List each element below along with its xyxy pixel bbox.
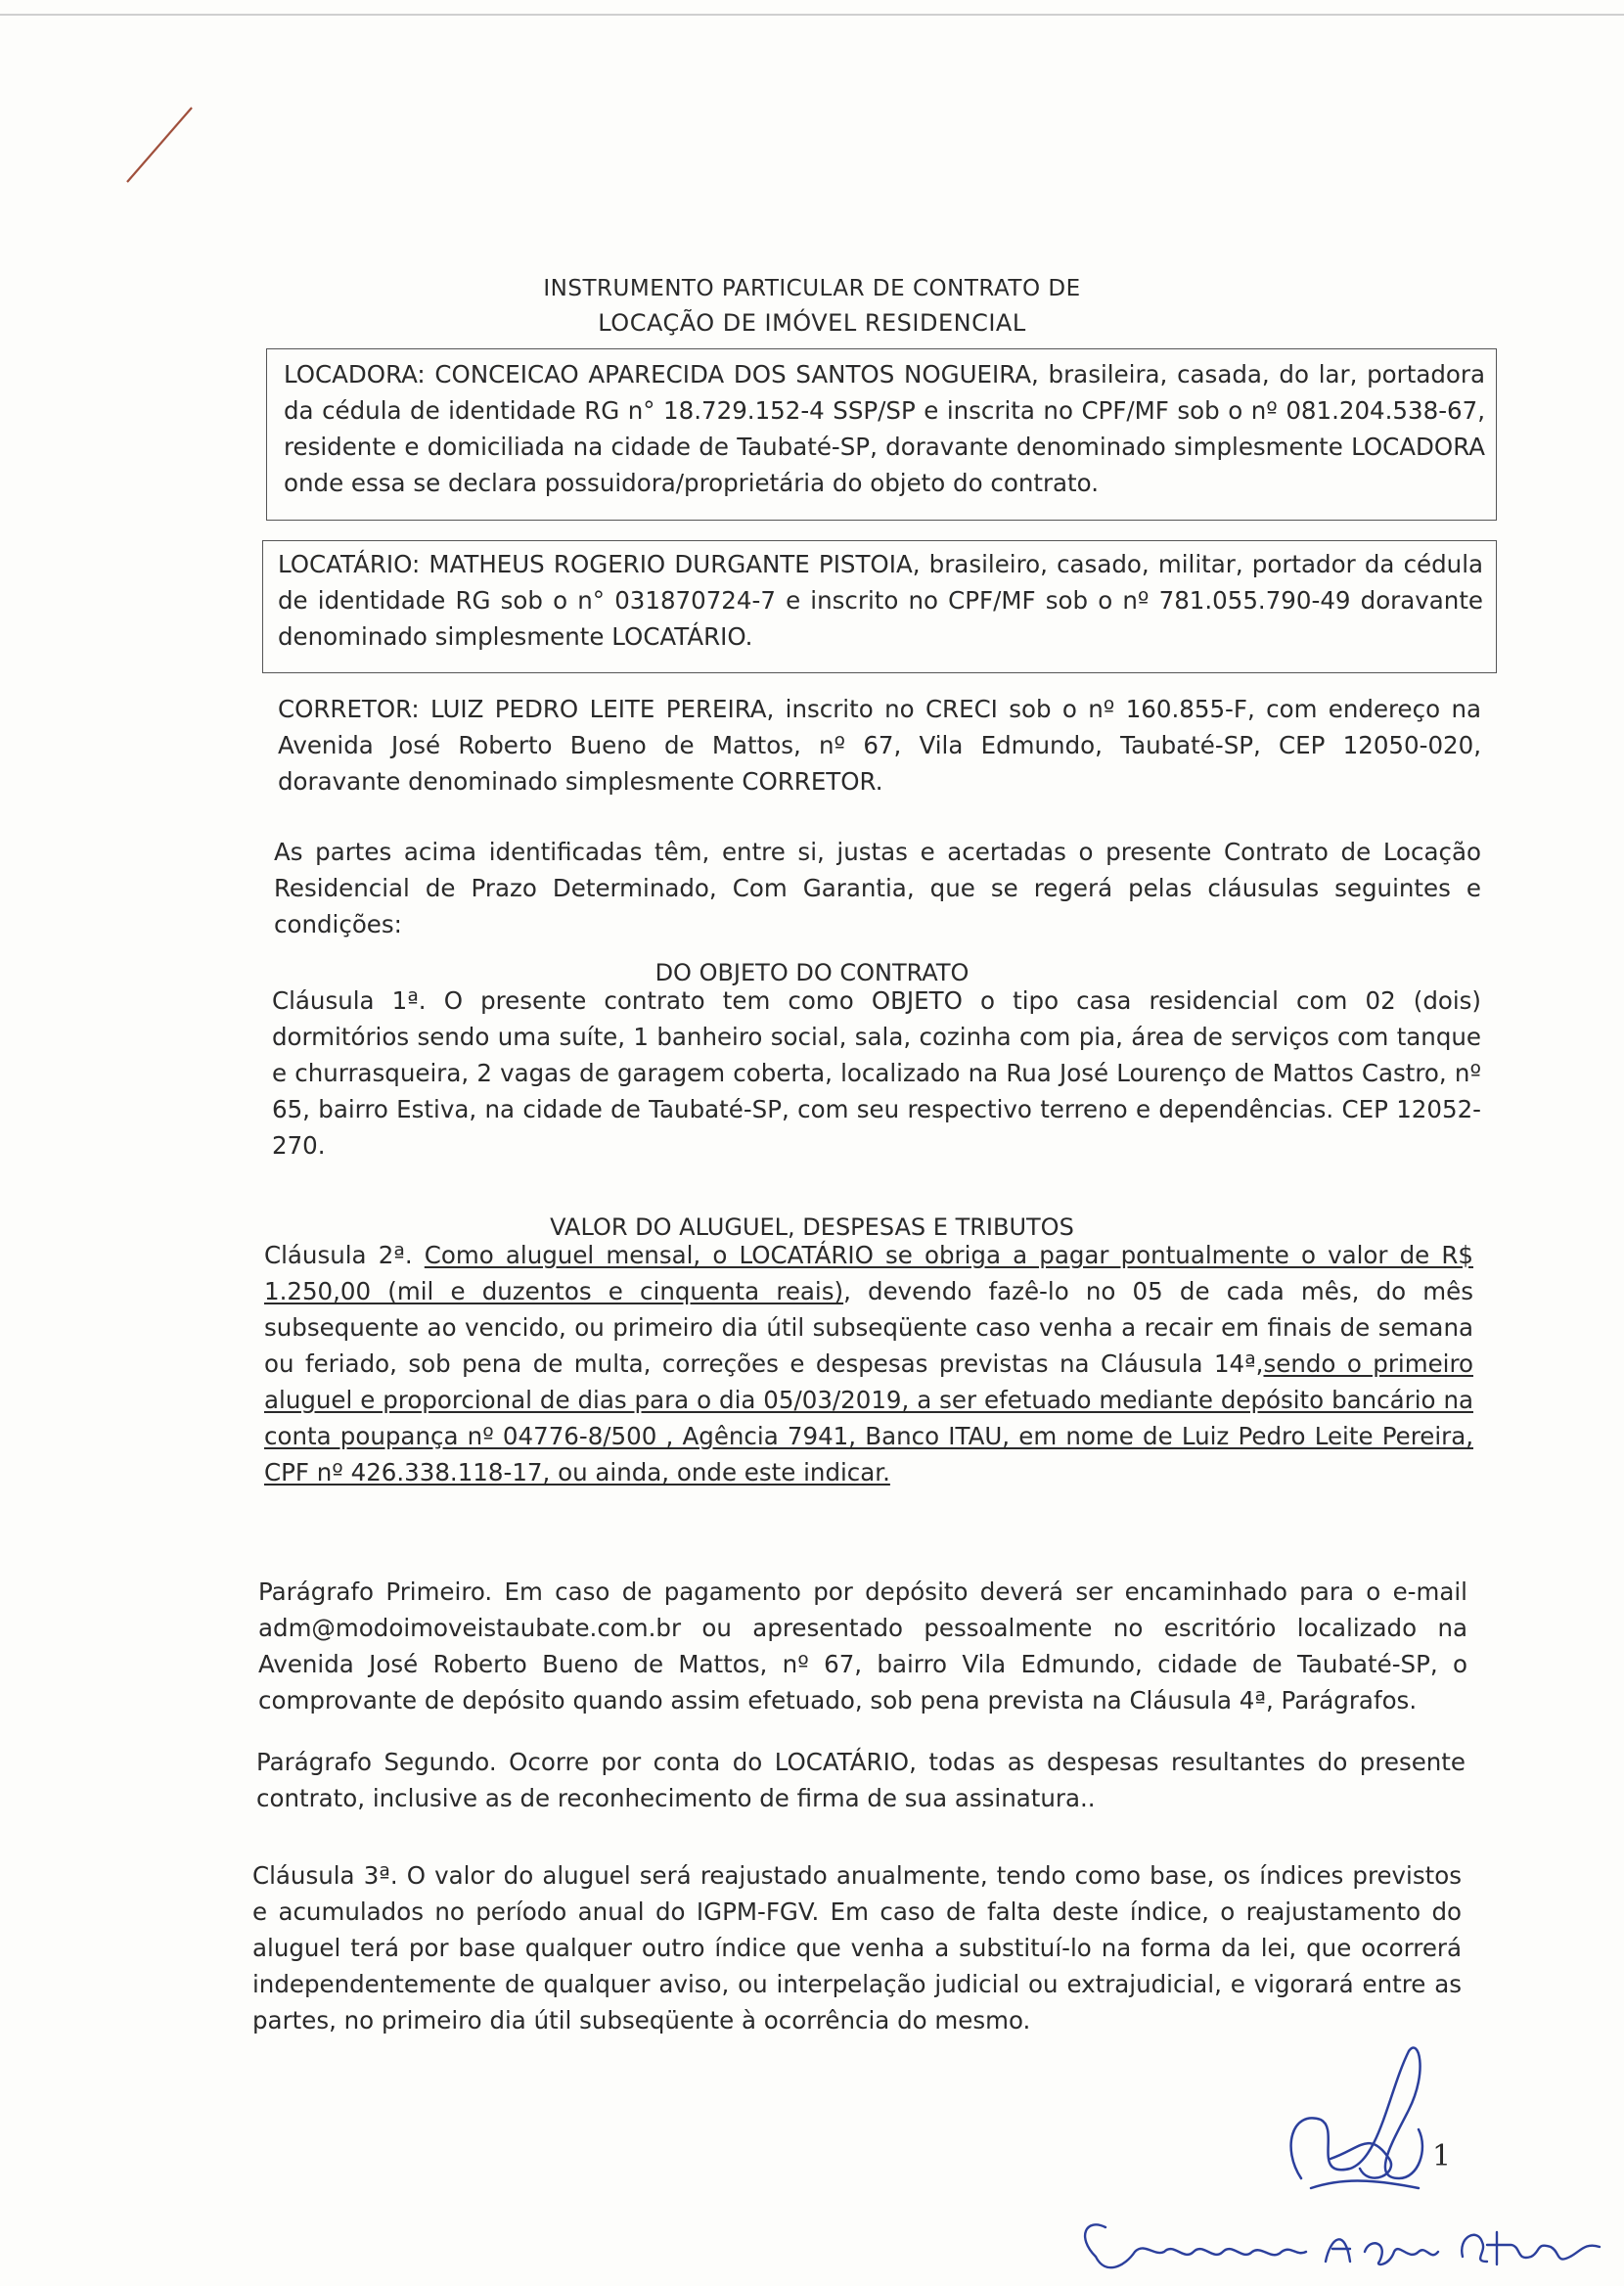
page-number: 1 (1432, 2139, 1452, 2173)
locatario-label: LOCATÁRIO: MATHEUS ROGERIO DURGANTE PISTOIA (278, 550, 913, 578)
clausula-1-label: Cláusula 1ª. (272, 986, 427, 1015)
locatario-term: LOCATÁRIO (611, 622, 745, 651)
locadora-term: LOCADORA (1351, 433, 1485, 461)
corretor-paragraph: CORRETOR: LUIZ PEDRO LEITE PEREIRA, inscrito no CRECI sob o nº 160.855-F, com endereço na Avenida José Roberto Bueno de Mattos, nº 67, Vila Edmundo, Taubaté-SP, CEP 12050-020, doravante denominado simplesmente CORRETOR. (278, 695, 1481, 796)
initials-signature (1272, 2032, 1458, 2208)
paragrafo-primeiro-label: Parágrafo Primeiro. (258, 1577, 493, 1606)
valor-heading: VALOR DO ALUGUEL, DESPESAS E TRIBUTOS (550, 1213, 1074, 1241)
page-top-edge (0, 14, 1624, 16)
rent-value-underlined: Como aluguel mensal, o LOCATÁRIO se obriga a pagar pontualmente o valor de R$ 1.250,00 (mil e duzentos e cinquenta reais) (264, 1241, 1473, 1305)
paragrafo-primeiro: Parágrafo Primeiro. Em caso de pagamento por depósito deverá ser encaminhado para o e-mail adm@modoimoveistaubate.com.br ou apresentado pessoalmente no escritório localizado na Avenida José Roberto Bueno de Mattos, nº 67, bairro Vila Edmundo, cidade de Taubaté-SP, o comprovante de depósito quando assim efetuado, sob pena prevista na Cláusula 4ª, Parágrafos. (258, 1577, 1467, 1714)
document-title-line-1: INSTRUMENTO PARTICULAR DE CONTRATO DE (543, 276, 1081, 301)
locadora-paragraph: LOCADORA: CONCEICAO APARECIDA DOS SANTOS NOGUEIRA, brasileira, casada, do lar, portadora da cédula de identidade RG n° 18.729.152-4 SSP/SP e inscrita no CPF/MF sob o nº 081.204.538-67, residente e domiciliada na cidade de Taubaté-SP, doravante denominado simplesmente LOCADORA onde essa se declara possuidora/proprietária do objeto do contrato. (284, 360, 1485, 497)
clausula-3-paragraph: Cláusula 3ª. O valor do aluguel será reajustado anualmente, tendo como base, os índices previstos e acumulados no período anual do IGPM-FGV. Em caso de falta deste índice, o reajustamento do aluguel terá por base qualquer outro índice que venha a substituí-lo na forma da lei, que ocorrerá independentemente de qualquer aviso, ou interpelação judicial ou extrajudicial, e vigorará entre as partes, no primeiro dia útil subseqüente à ocorrência do mesmo. (252, 1861, 1462, 2035)
clausula-2-paragraph: Cláusula 2ª. Como aluguel mensal, o LOCATÁRIO se obriga a pagar pontualmente o valor de R$ 1.250,00 (mil e duzentos e cinquenta reais), devendo fazê-lo no 05 de cada mês, do mês subsequente ao vencido, ou primeiro dia útil subseqüente caso venha a recair em finais de semana ou feriado, sob pena de multa, correções e despesas previstas na Cláusula 14ª,sendo o primeiro aluguel e proporcional de dias para o dia 05/03/2019, a ser efetuado mediante depósito bancário na conta poupança nº 04776-8/500 , Agência 7941, Banco ITAU, em nome de Luiz Pedro Leite Pereira, CPF nº 426.338.118-17, ou ainda, onde este indicar. (264, 1241, 1473, 1486)
locadora-label: LOCADORA: CONCEICAO APARECIDA DOS SANTOS NOGUEIRA (284, 360, 1032, 389)
intro-paragraph: As partes acima identificadas têm, entre si, justas e acertadas o presente Contrato de Locação Residencial de Prazo Determinado, Com Garantia, que se regerá pelas cláusulas seguintes e condições: (274, 838, 1481, 938)
pen-mark (121, 106, 200, 184)
property-address: Rua José Lourenço de Mattos Castro, nº 65, bairro Estiva, na cidade de Taubaté-SP (272, 1059, 1481, 1123)
handwritten-signature (1066, 2208, 1614, 2286)
corretor-label: CORRETOR: LUIZ PEDRO LEITE PEREIRA (278, 695, 767, 723)
payment-details-underlined: sendo o primeiro aluguel e proporcional de dias para o dia 05/03/2019, a ser efetuado mediante depósito bancário na conta poupança nº 04776-8/500 , Agência 7941, Banco ITAU, em nome de Luiz Pedro Leite Pereira, CPF nº 426.338.118-17, ou ainda, onde este indicar. (264, 1349, 1473, 1486)
locatario-paragraph: LOCATÁRIO: MATHEUS ROGERIO DURGANTE PISTOIA, brasileiro, casado, militar, portador da cédula de identidade RG sob o n° 031870724-7 e inscrito no CPF/MF sob o nº 781.055.790-49 doravante denominado simplesmente LOCATÁRIO. (278, 550, 1484, 651)
corretor-term: CORRETOR (742, 767, 876, 796)
due-day: 05 (1132, 1277, 1163, 1305)
objeto-heading: DO OBJETO DO CONTRATO (654, 959, 970, 986)
document-title-line-2: LOCAÇÃO DE IMÓVEL RESIDENCIAL (598, 309, 1026, 337)
paragrafo-segundo-label: Parágrafo Segundo. (256, 1748, 497, 1776)
paragrafo-segundo: Parágrafo Segundo. Ocorre por conta do LOCATÁRIO, todas as despesas resultantes do presente contrato, inclusive as de reconhecimento de firma de sua assinatura.. (256, 1748, 1466, 1812)
clausula-1-paragraph: Cláusula 1ª. O presente contrato tem como OBJETO o tipo casa residencial com 02 (dois) dormitórios sendo uma suíte, 1 banheiro social, sala, cozinha com pia, área de serviços com tanque e churrasqueira, 2 vagas de garagem coberta, localizado na Rua José Lourenço de Mattos Castro, nº 65, bairro Estiva, na cidade de Taubaté-SP, com seu respectivo terreno e dependências. CEP 12052-270. (272, 986, 1481, 1160)
clausula-2-label: Cláusula 2ª. (264, 1241, 413, 1269)
clausula-3-label: Cláusula 3ª. (252, 1861, 398, 1890)
